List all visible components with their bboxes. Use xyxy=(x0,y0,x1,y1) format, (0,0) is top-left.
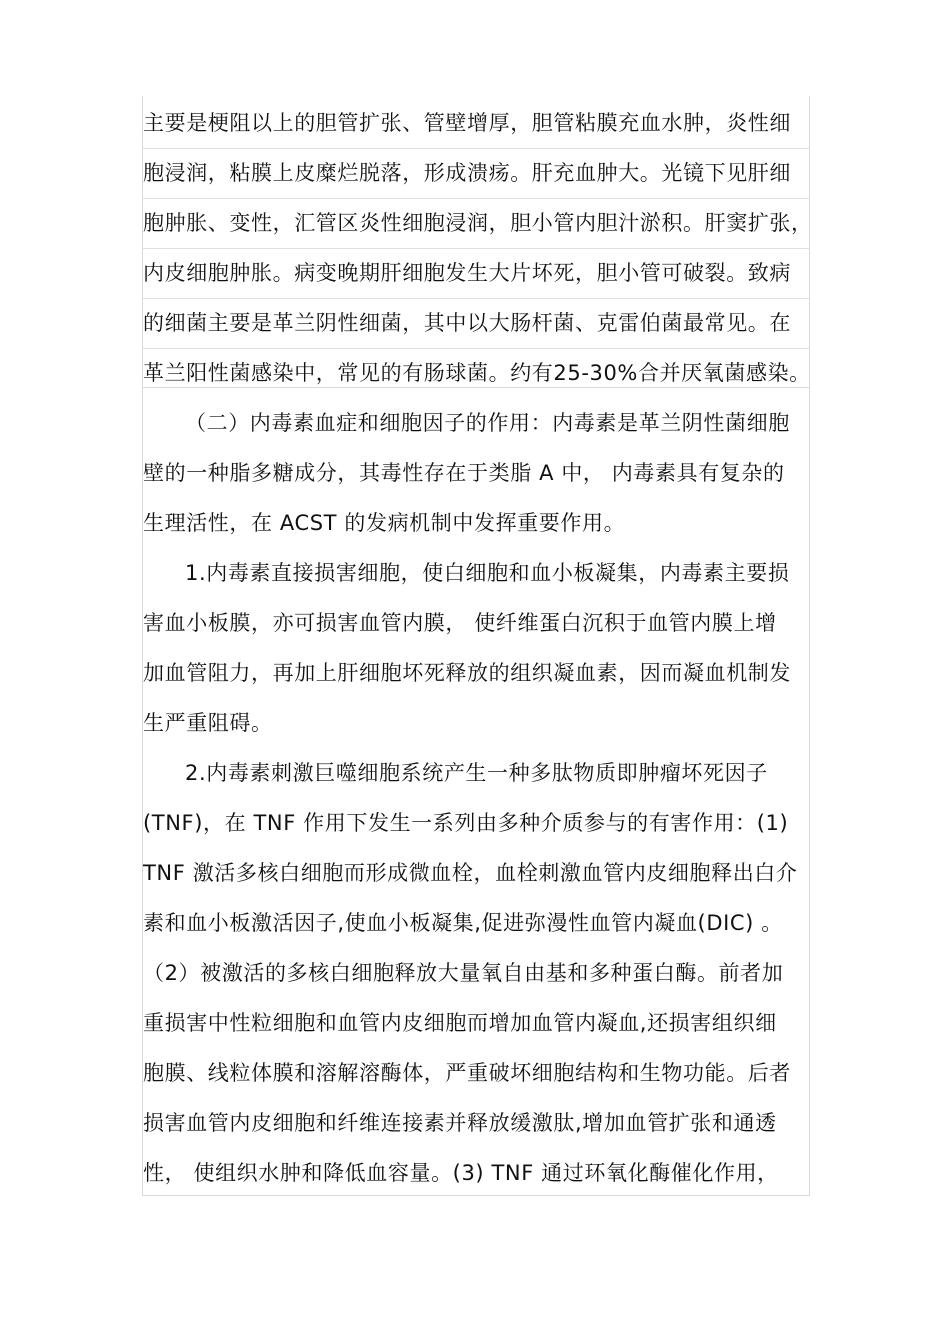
text-line: 内皮细胞肿胀。病变晚期肝细胞发生大片坏死，胆小管可破裂。致病 xyxy=(143,261,791,285)
text-line: 胞肿胀、变性，汇管区炎性细胞浸润，胆小管内胆汁淤积。肝窦扩张， xyxy=(143,211,813,235)
numbered-item-line: 2.内毒素刺激巨噬细胞系统产生一种多肽物质即肿瘤坏死因子 xyxy=(185,761,768,785)
text-line: TNF 激活多核白细胞而形成微血栓，血栓刺激血管内皮细胞释出白介 xyxy=(143,861,798,885)
text-line: 壁的一种脂多糖成分，其毒性存在于类脂 A 中， 内毒素具有复杂的 xyxy=(143,461,785,485)
text-line: 革兰阳性菌感染中，常见的有肠球菌。约有25-30%合并厌氧菌感染。 xyxy=(143,361,811,385)
text-line: 的细菌主要是革兰阴性细菌，其中以大肠杆菌、克雷伯菌最常见。在 xyxy=(143,311,791,335)
text-line: 性， 使组织水肿和降低血容量。(3) TNF 通过环氧化酶催化作用， xyxy=(143,1161,779,1185)
body-text xyxy=(143,98,815,1198)
text-line: 损害血管内皮细胞和纤维连接素并释放缓激肽,增加血管扩张和通透 xyxy=(143,1111,777,1135)
text-line: 重损害中性粒细胞和血管内皮细胞而增加血管内凝血,还损害组织细 xyxy=(143,1011,777,1035)
text-line: 素和血小板激活因子,使血小板凝集,促进弥漫性血管内凝血(DIC) 。 xyxy=(143,911,783,935)
text-line: 加血管阻力，再加上肝细胞坏死释放的组织凝血素，因而凝血机制发 xyxy=(143,661,791,685)
text-line: 主要是梗阻以上的胆管扩张、管壁增厚，胆管粘膜充血水肿，炎性细 xyxy=(143,111,791,135)
section-heading-line: （二）内毒素血症和细胞因子的作用：内毒素是革兰阴性菌细胞 xyxy=(185,411,790,435)
text-line: 生理活性，在 ACST 的发病机制中发挥重要作用。 xyxy=(143,511,626,535)
text-line: 害血小板膜，亦可损害血管内膜， 使纤维蛋白沉积于血管内膜上增 xyxy=(143,611,777,635)
text-line: 生严重阻碍。 xyxy=(143,711,273,735)
text-line: (TNF)，在 TNF 作用下发生一系列由多种介质参与的有害作用：(1) xyxy=(143,811,789,835)
numbered-item-line: 1.内毒素直接损害细胞，使白细胞和血小板凝集，内毒素主要损 xyxy=(185,561,790,585)
text-line: （2）被激活的多核白细胞释放大量氧自由基和多种蛋白酶。前者加 xyxy=(143,961,784,985)
text-line: 胞膜、线粒体膜和溶解溶酶体，严重破坏细胞结构和生物功能。后者 xyxy=(143,1061,791,1085)
text-line: 胞浸润，粘膜上皮糜烂脱落，形成溃疡。肝充血肿大。光镜下见肝细 xyxy=(143,161,791,185)
